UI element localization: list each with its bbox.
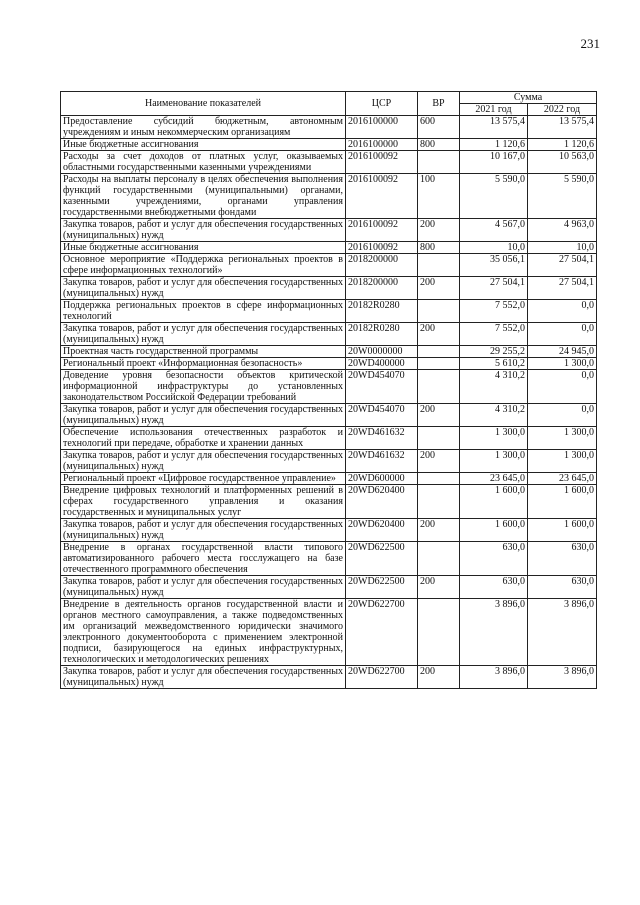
row-sum-2022: 0,0 bbox=[528, 370, 597, 404]
header-year-2021: 2021 год bbox=[460, 104, 528, 116]
row-vr bbox=[418, 151, 460, 174]
row-name: Региональный проект «Информационная безопасность» bbox=[61, 358, 346, 370]
row-vr bbox=[418, 542, 460, 576]
row-sum-2021: 3 896,0 bbox=[460, 599, 528, 666]
row-vr bbox=[418, 599, 460, 666]
row-name: Проектная часть государственной программы bbox=[61, 346, 346, 358]
row-vr: 200 bbox=[418, 450, 460, 473]
row-csr: 2016100000 bbox=[346, 139, 418, 151]
row-csr: 20WD622700 bbox=[346, 666, 418, 689]
row-sum-2021: 10 167,0 bbox=[460, 151, 528, 174]
header-vr: ВР bbox=[418, 92, 460, 116]
row-sum-2022: 1 600,0 bbox=[528, 485, 597, 519]
row-sum-2021: 1 300,0 bbox=[460, 427, 528, 450]
row-sum-2022: 0,0 bbox=[528, 300, 597, 323]
row-name: Закупка товаров, работ и услуг для обеспечения государственных (муниципальных) нужд bbox=[61, 519, 346, 542]
row-csr: 20WD600000 bbox=[346, 473, 418, 485]
row-csr: 2018200000 bbox=[346, 254, 418, 277]
row-sum-2022: 630,0 bbox=[528, 576, 597, 599]
table-body bbox=[61, 116, 597, 689]
row-csr: 2016100092 bbox=[346, 151, 418, 174]
row-sum-2021: 7 552,0 bbox=[460, 300, 528, 323]
row-sum-2021: 13 575,4 bbox=[460, 116, 528, 139]
row-sum-2021: 27 504,1 bbox=[460, 277, 528, 300]
header-sum: Сумма bbox=[460, 92, 597, 104]
row-vr: 200 bbox=[418, 323, 460, 346]
row-sum-2021: 4 310,2 bbox=[460, 404, 528, 427]
row-vr: 200 bbox=[418, 219, 460, 242]
row-sum-2022: 0,0 bbox=[528, 323, 597, 346]
row-sum-2022: 1 300,0 bbox=[528, 358, 597, 370]
row-name: Закупка товаров, работ и услуг для обеспечения государственных (муниципальных) нужд bbox=[61, 576, 346, 599]
row-name: Закупка товаров, работ и услуг для обеспечения государственных (муниципальных) нужд bbox=[61, 404, 346, 427]
row-name: Внедрение в органах государственной власти типового автоматизированного рабочего места госслужащего на базе отечественного программного обеспечения bbox=[61, 542, 346, 576]
row-csr: 2016100092 bbox=[346, 219, 418, 242]
row-csr: 20W0000000 bbox=[346, 346, 418, 358]
table-header bbox=[61, 92, 597, 116]
row-sum-2021: 29 255,2 bbox=[460, 346, 528, 358]
row-sum-2022: 1 300,0 bbox=[528, 450, 597, 473]
table-row bbox=[61, 370, 597, 404]
row-sum-2022: 13 575,4 bbox=[528, 116, 597, 139]
row-sum-2021: 4 310,2 bbox=[460, 370, 528, 404]
table-row bbox=[61, 174, 597, 219]
row-sum-2021: 35 056,1 bbox=[460, 254, 528, 277]
row-csr: 20182R0280 bbox=[346, 323, 418, 346]
row-vr: 800 bbox=[418, 139, 460, 151]
row-sum-2022: 3 896,0 bbox=[528, 666, 597, 689]
row-vr bbox=[418, 300, 460, 323]
row-sum-2021: 23 645,0 bbox=[460, 473, 528, 485]
table-row bbox=[61, 473, 597, 485]
row-csr: 20WD461632 bbox=[346, 427, 418, 450]
row-sum-2021: 5 610,2 bbox=[460, 358, 528, 370]
row-name: Внедрение цифровых технологий и платформенных решений в сферах государственного управления и оказания государственных и муниципальных услуг bbox=[61, 485, 346, 519]
row-csr: 2016100092 bbox=[346, 174, 418, 219]
row-sum-2021: 1 600,0 bbox=[460, 519, 528, 542]
table-row bbox=[61, 485, 597, 519]
row-vr bbox=[418, 485, 460, 519]
row-sum-2022: 10 563,0 bbox=[528, 151, 597, 174]
row-name: Основное мероприятие «Поддержка региональных проектов в сфере информационных технологий» bbox=[61, 254, 346, 277]
row-csr: 2018200000 bbox=[346, 277, 418, 300]
table-row bbox=[61, 666, 597, 689]
row-sum-2022: 10,0 bbox=[528, 242, 597, 254]
header-csr: ЦСР bbox=[346, 92, 418, 116]
row-csr: 2016100092 bbox=[346, 242, 418, 254]
table-row bbox=[61, 404, 597, 427]
row-sum-2021: 1 600,0 bbox=[460, 485, 528, 519]
row-sum-2022: 27 504,1 bbox=[528, 277, 597, 300]
table-row bbox=[61, 300, 597, 323]
row-sum-2022: 1 600,0 bbox=[528, 519, 597, 542]
budget-table bbox=[60, 91, 597, 689]
table-row bbox=[61, 219, 597, 242]
row-name: Закупка товаров, работ и услуг для обеспечения государственных (муниципальных) нужд bbox=[61, 219, 346, 242]
row-sum-2021: 10,0 bbox=[460, 242, 528, 254]
row-sum-2022: 1 120,6 bbox=[528, 139, 597, 151]
row-vr: 200 bbox=[418, 277, 460, 300]
row-vr: 200 bbox=[418, 576, 460, 599]
row-name: Расходы за счет доходов от платных услуг, оказываемых областными государственными казенными учреждениями bbox=[61, 151, 346, 174]
row-vr: 200 bbox=[418, 519, 460, 542]
row-name: Доведение уровня безопасности объектов критической информационной инфраструктуры до установленных законодательством Российской Федерации требований bbox=[61, 370, 346, 404]
row-vr bbox=[418, 427, 460, 450]
row-sum-2021: 630,0 bbox=[460, 576, 528, 599]
row-vr: 200 bbox=[418, 666, 460, 689]
table-row bbox=[61, 599, 597, 666]
row-vr bbox=[418, 254, 460, 277]
table-row bbox=[61, 358, 597, 370]
row-name: Закупка товаров, работ и услуг для обеспечения государственных (муниципальных) нужд bbox=[61, 666, 346, 689]
table-row bbox=[61, 277, 597, 300]
row-name: Поддержка региональных проектов в сфере информационных технологий bbox=[61, 300, 346, 323]
row-name: Закупка товаров, работ и услуг для обеспечения государственных (муниципальных) нужд bbox=[61, 450, 346, 473]
row-vr bbox=[418, 370, 460, 404]
row-vr: 200 bbox=[418, 404, 460, 427]
table-row bbox=[61, 427, 597, 450]
row-sum-2021: 630,0 bbox=[460, 542, 528, 576]
row-csr: 20WD622500 bbox=[346, 576, 418, 599]
row-name: Закупка товаров, работ и услуг для обеспечения государственных (муниципальных) нужд bbox=[61, 323, 346, 346]
table-row bbox=[61, 346, 597, 358]
row-name: Предоставление субсидий бюджетным, автономным учреждениям и иным некоммерческим организациям bbox=[61, 116, 346, 139]
table-row bbox=[61, 450, 597, 473]
row-name: Региональный проект «Цифровое государственное управление» bbox=[61, 473, 346, 485]
row-csr: 20WD620400 bbox=[346, 485, 418, 519]
header-year-2022: 2022 год bbox=[528, 104, 597, 116]
row-sum-2021: 5 590,0 bbox=[460, 174, 528, 219]
row-sum-2021: 7 552,0 bbox=[460, 323, 528, 346]
row-name: Иные бюджетные ассигнования bbox=[61, 242, 346, 254]
table-row bbox=[61, 519, 597, 542]
row-csr: 20WD461632 bbox=[346, 450, 418, 473]
row-vr: 800 bbox=[418, 242, 460, 254]
table-row bbox=[61, 116, 597, 139]
row-csr: 2016100000 bbox=[346, 116, 418, 139]
row-csr: 20WD622700 bbox=[346, 599, 418, 666]
row-csr: 20WD620400 bbox=[346, 519, 418, 542]
table-row bbox=[61, 542, 597, 576]
table-row bbox=[61, 254, 597, 277]
row-csr: 20182R0280 bbox=[346, 300, 418, 323]
row-sum-2022: 0,0 bbox=[528, 404, 597, 427]
header-name: Наименование показателей bbox=[61, 92, 346, 116]
row-sum-2021: 1 300,0 bbox=[460, 450, 528, 473]
row-vr: 100 bbox=[418, 174, 460, 219]
table-row bbox=[61, 139, 597, 151]
row-sum-2021: 3 896,0 bbox=[460, 666, 528, 689]
page-number: 231 bbox=[580, 36, 600, 51]
row-sum-2022: 5 590,0 bbox=[528, 174, 597, 219]
table-row bbox=[61, 242, 597, 254]
row-csr: 20WD400000 bbox=[346, 358, 418, 370]
row-name: Внедрение в деятельность органов государственной власти и органов местного самоуправления, а также подведомственных им организаций межведомственного юридически значимого электронного документооборота с применением электронной подписи, базирующегося на единых инфраструктурных, технологических и методологических решениях bbox=[61, 599, 346, 666]
row-sum-2022: 27 504,1 bbox=[528, 254, 597, 277]
row-vr bbox=[418, 473, 460, 485]
row-sum-2022: 630,0 bbox=[528, 542, 597, 576]
row-sum-2022: 23 645,0 bbox=[528, 473, 597, 485]
row-name: Иные бюджетные ассигнования bbox=[61, 139, 346, 151]
row-sum-2021: 4 567,0 bbox=[460, 219, 528, 242]
row-name: Закупка товаров, работ и услуг для обеспечения государственных (муниципальных) нужд bbox=[61, 277, 346, 300]
row-sum-2022: 4 963,0 bbox=[528, 219, 597, 242]
row-name: Обеспечение использования отечественных разработок и технологий при передаче, обработке и хранении данных bbox=[61, 427, 346, 450]
table-row bbox=[61, 151, 597, 174]
row-csr: 20WD454070 bbox=[346, 370, 418, 404]
row-vr bbox=[418, 358, 460, 370]
row-name: Расходы на выплаты персоналу в целях обеспечения выполнения функций государственными (муниципальными) органами, казенными учреждениями, органами управления государственными внебюджетными фондами bbox=[61, 174, 346, 219]
row-vr bbox=[418, 346, 460, 358]
row-csr: 20WD622500 bbox=[346, 542, 418, 576]
row-sum-2022: 1 300,0 bbox=[528, 427, 597, 450]
table-row bbox=[61, 576, 597, 599]
row-sum-2021: 1 120,6 bbox=[460, 139, 528, 151]
row-csr: 20WD454070 bbox=[346, 404, 418, 427]
table-row bbox=[61, 323, 597, 346]
row-vr: 600 bbox=[418, 116, 460, 139]
row-sum-2022: 24 945,0 bbox=[528, 346, 597, 358]
row-sum-2022: 3 896,0 bbox=[528, 599, 597, 666]
